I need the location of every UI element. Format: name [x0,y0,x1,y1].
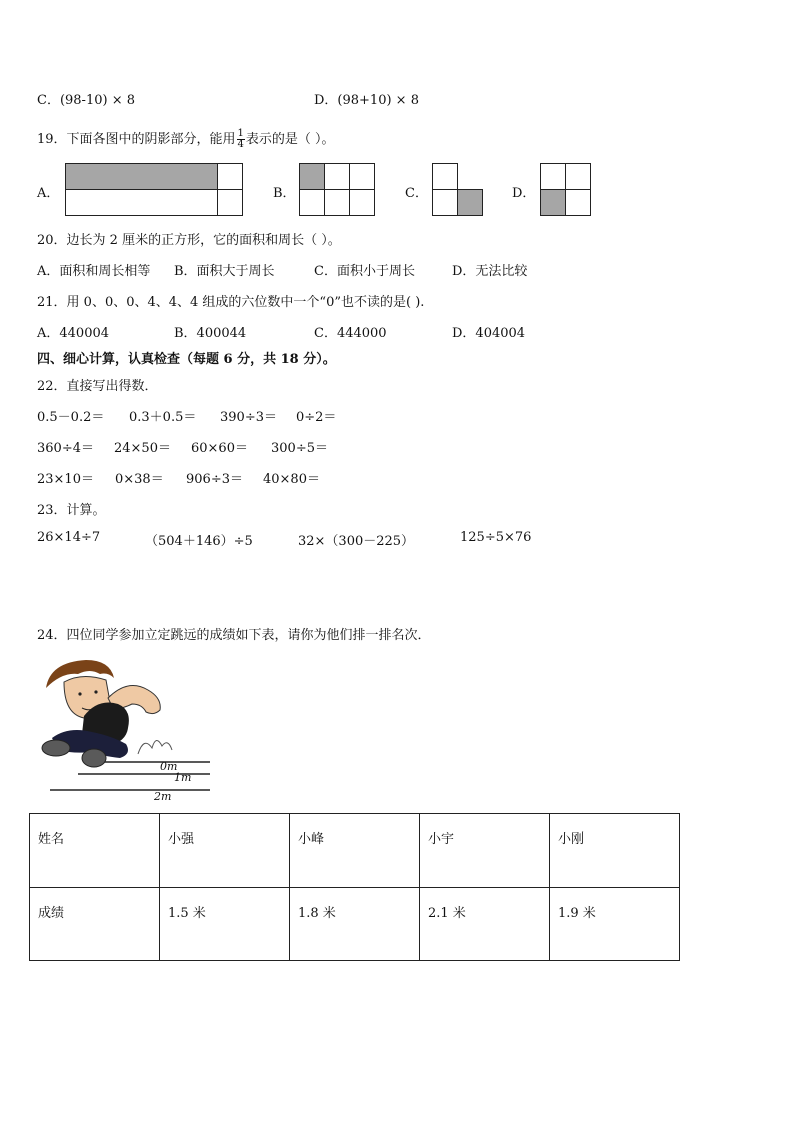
table-cell: 1.5 米 [160,887,290,961]
jump-score-table [29,813,680,961]
q22-r2-item: 60×60＝ [191,441,248,456]
q22-r1-item: 0.5－0.2＝ [37,410,105,425]
q19-stem-prefix: 19．下面各图中的阴影部分，能用 [37,132,236,147]
q22-r3-item: 40×80＝ [263,472,320,487]
q19-figure-b-cell [324,163,350,190]
q21-option-a: A．440004 [37,326,110,341]
q23-item: （504＋146）÷5 [145,534,253,549]
table-row [30,887,680,961]
q22-r1-item: 0÷2＝ [296,410,337,425]
q19-figure-b [299,163,375,216]
q19-figure-c-cell [432,189,458,216]
q18-option-c: C．(98-10) × 8 [37,93,135,108]
q22-r3-item: 23×10＝ [37,472,94,487]
q22-r2-item: 24×50＝ [114,441,171,456]
table-header-cell: 小峰 [290,814,420,888]
q19-figure-b-cell [324,189,350,216]
q20-option-a: A．面积和周长相等 [37,264,151,279]
q23-item: 125÷5×76 [460,530,532,545]
q22-r1-item: 390÷3＝ [220,410,277,425]
q23-item: 26×14÷7 [37,530,101,545]
q19-fraction-numerator: 1 [237,128,244,139]
table-header-cell: 姓名 [30,814,160,888]
q23-item: 32×（300－225） [298,534,415,549]
jump-mark-1m: 1m [174,771,192,784]
q20-stem: 20．边长为 2 厘米的正方形，它的面积和周长（ ）。 [37,233,341,248]
q21-option-d: D．404004 [452,326,526,341]
q19-figure-a-cell [217,163,243,190]
table-cell: 1.8 米 [290,887,420,961]
q19-figure-d-cell [565,163,591,190]
q19-fraction-denominator: 4 [237,139,244,150]
q19-label-b: B． [273,186,296,201]
q21-stem: 21．用 0、0、0、4、4、4 组成的六位数中一个“0”也不读的是( ). [37,295,425,310]
q19-figure-d-cell [565,189,591,216]
q21-option-b: B．400044 [174,326,247,341]
q20-option-b: B．面积大于周长 [174,264,275,279]
q19-figure-d-cell [540,189,566,216]
q19-figure-a-cell [65,163,218,190]
q19-figure-c [432,163,483,216]
q22-r1-item: 0.3＋0.5＝ [129,410,197,425]
q22-r2-item: 360÷4＝ [37,441,94,456]
q19-figure-b-cell [349,163,375,190]
jump-mark-0m: 0m [160,760,178,773]
q22-r3-item: 906÷3＝ [186,472,243,487]
q19-figure-b-cell [349,189,375,216]
section4-title: 四、细心计算，认真检查（每题 6 分，共 18 分）。 [37,352,336,367]
q20-option-c: C．面积小于周长 [314,264,415,279]
q19-stem-suffix: 表示的是（ ）。 [245,132,335,147]
q22-r2-item: 300÷5＝ [271,441,328,456]
q24-stem: 24．四位同学参加立定跳远的成绩如下表，请你为他们排一排名次． [37,628,431,643]
q22-r3-item: 0×38＝ [115,472,164,487]
q19-figure-c-cell [457,189,483,216]
q19-figure-b-cell [299,189,325,216]
table-header-cell: 小强 [160,814,290,888]
q19-figure-a-cell [217,189,243,216]
q19-label-c: C． [405,186,428,201]
q19-figure-a [65,163,243,216]
table-cell: 2.1 米 [420,887,550,961]
q19-fraction [237,129,245,150]
jump-mark-2m: 2m [154,790,172,803]
q20-option-d: D．无法比较 [452,264,528,279]
q19-label-d: D． [512,186,536,201]
table-cell: 1.9 米 [550,887,680,961]
table-header-cell: 小刚 [550,814,680,888]
table-cell: 成绩 [30,887,160,961]
q19-figure-a-cell [65,189,218,216]
q19-figure-b-cell [299,163,325,190]
table-header-cell: 小宇 [420,814,550,888]
q22-stem: 22．直接写出得数． [37,379,158,394]
q23-stem: 23．计算。 [37,503,106,518]
q19-stem [37,128,335,150]
q19-figure-d-cell [540,163,566,190]
table-row [30,814,680,888]
q18-option-d: D．(98+10) × 8 [314,93,419,108]
q21-option-c: C．444000 [314,326,387,341]
q19-label-a: A． [37,186,60,201]
q19-figure-c-cell [432,163,458,190]
q19-figure-d [540,163,591,216]
